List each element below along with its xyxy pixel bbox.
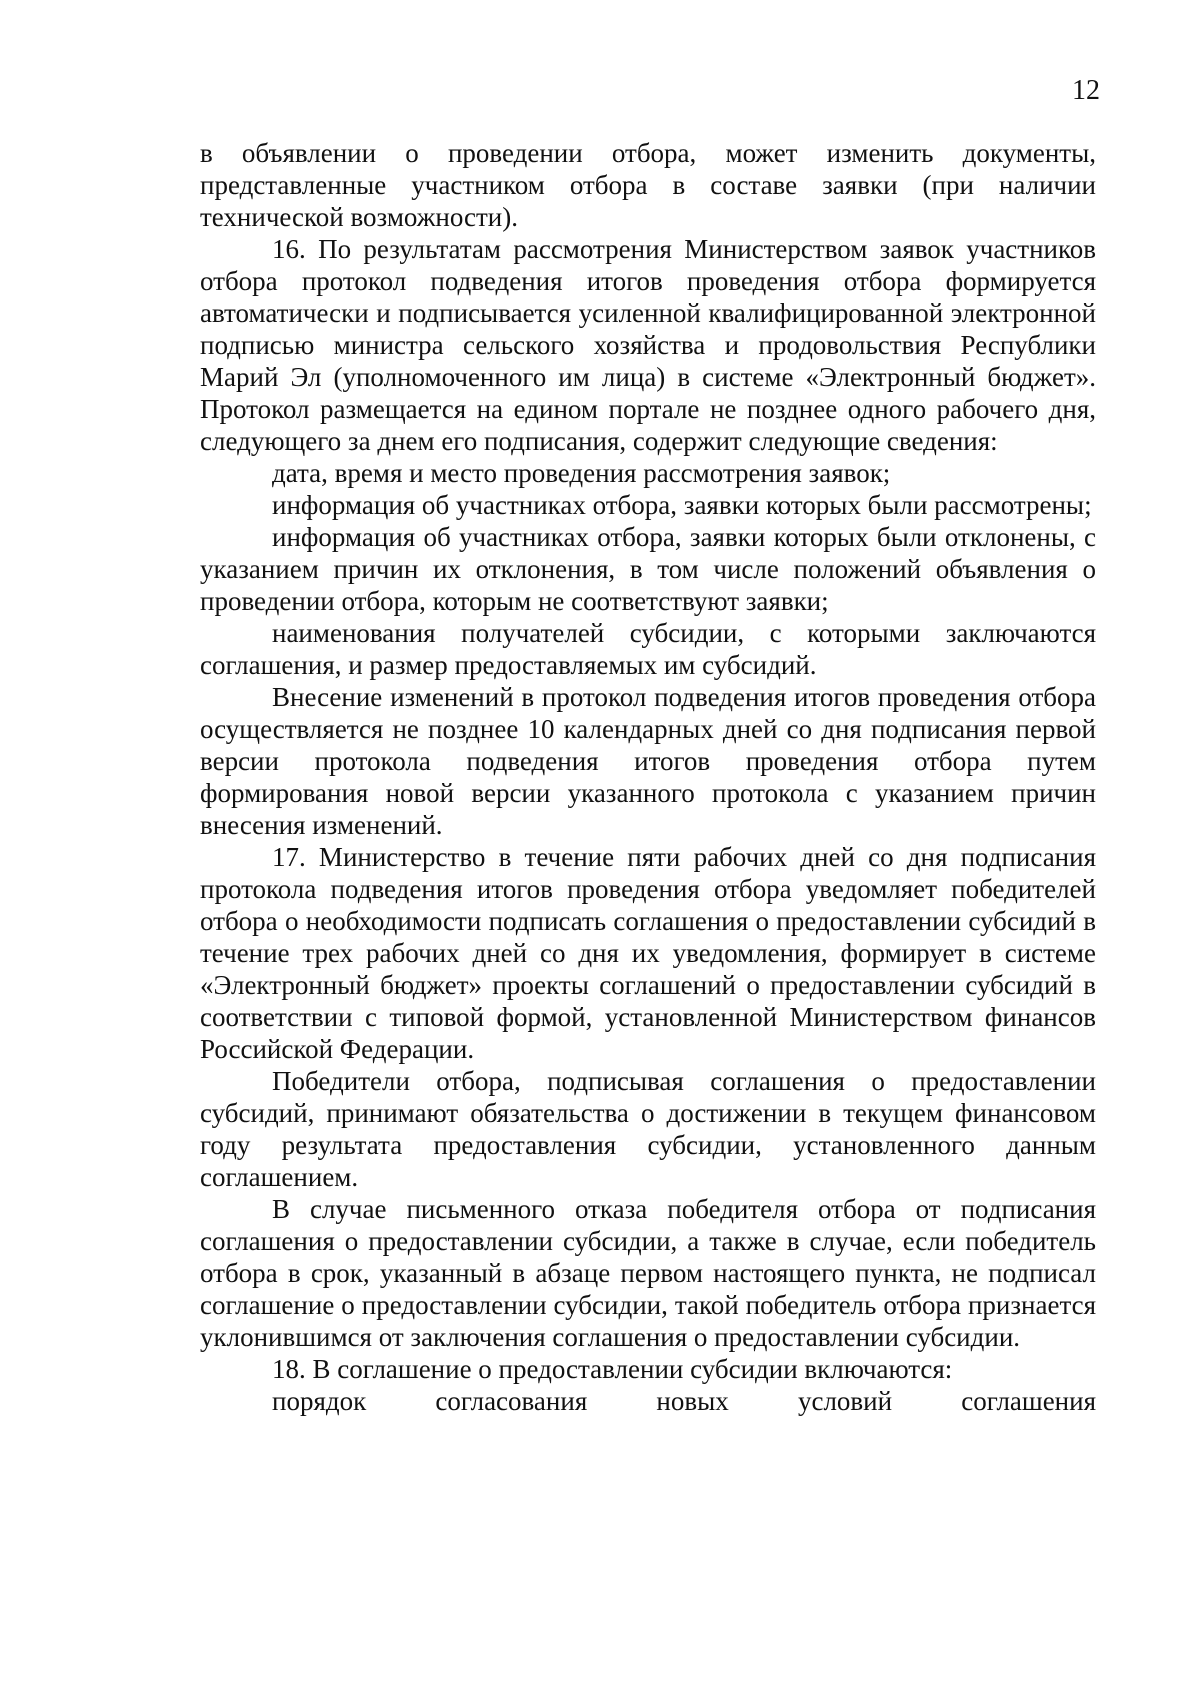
paragraph: дата, время и место проведения рассмотрения заявок; (272, 458, 891, 488)
paragraph: наименования получателей субсидии, с которыми заключаются соглашения, и размер предоставляемых им субсидий. (200, 618, 1096, 680)
paragraph: Внесение изменений в протокол подведения итогов проведения отбора осуществляется не позднее 10 календарных дней со дня подписания первой версии протокола подведения итогов проведения отбора путем формирования новой версии указанного протокола с указанием причин внесения изменений. (200, 682, 1096, 840)
paragraph: 18. В соглашение о предоставлении субсидии включаются: (272, 1354, 953, 1384)
paragraph: 17. Министерство в течение пяти рабочих дней со дня подписания протокола подведения итогов проведения отбора уведомляет победителей отбора о необходимости подписать соглашения о предоставлении субсидий в течение трех рабочих дней со дня их уведомления, формирует в системе «Электронный бюджет» проекты соглашений о предоставлении субсидий в соответствии с типовой формой, установленной Министерством финансов Российской Федерации. (200, 842, 1096, 1064)
paragraph: 16. По результатам рассмотрения Министерством заявок участников отбора протокол подведения итогов проведения отбора формируется автоматически и подписывается усиленной квалифицированной электронной подписью министра сельского хозяйства и продовольствия Республики Марий Эл (уполномоченного им лица) в системе «Электронный бюджет». Протокол размещается на едином портале не позднее одного рабочего дня, следующего за днем его подписания, содержит следующие сведения: (200, 234, 1096, 456)
paragraph-continued: порядок согласования новых условий соглашения (272, 1386, 1096, 1416)
paragraph: информация об участниках отбора, заявки которых были отклонены, с указанием причин их отклонения, в том числе положений объявления о проведении отбора, которым не соответствуют заявки; (200, 522, 1096, 616)
document-body (200, 137, 1096, 1417)
page-number: 12 (1072, 75, 1100, 106)
paragraph: в объявлении о проведении отбора, может изменить документы, представленные участником отбора в составе заявки (при наличии технической возможности). (200, 138, 1096, 232)
paragraph: Победители отбора, подписывая соглашения о предоставлении субсидий, принимают обязательства о достижении в текущем финансовом году результата предоставления субсидии, установленного данным соглашением. (200, 1066, 1096, 1192)
paragraph: информация об участниках отбора, заявки которых были рассмотрены; (272, 490, 1092, 520)
paragraph: В случае письменного отказа победителя отбора от подписания соглашения о предоставлении субсидии, а также в случае, если победитель отбора в срок, указанный в абзаце первом настоящего пункта, не подписал соглашение о предоставлении субсидии, такой победитель отбора признается уклонившимся от заключения соглашения о предоставлении субсидии. (200, 1194, 1096, 1352)
